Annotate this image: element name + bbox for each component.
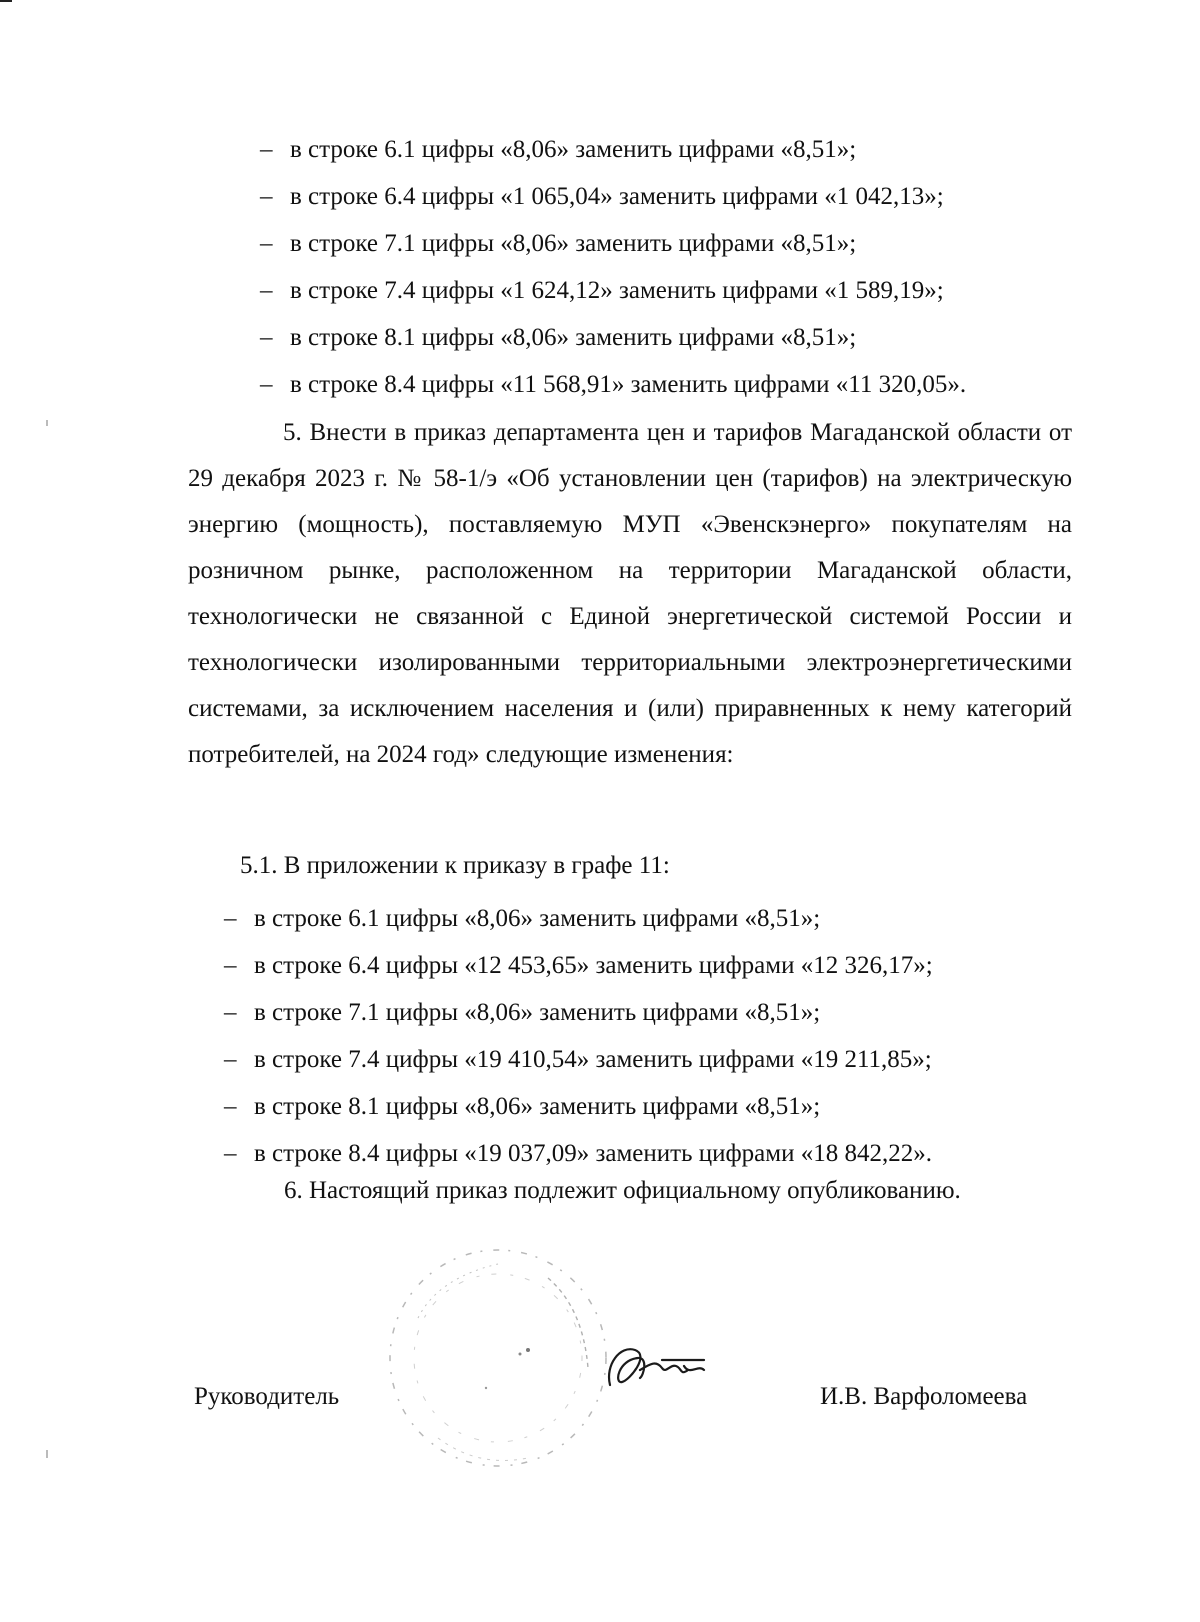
stamp-seal-icon: [378, 1238, 618, 1478]
list-item: – в строке 8.1 цифры «8,06» заменить цифрами «8,51»;: [224, 1093, 821, 1120]
list-item: – в строке 7.1 цифры «8,06» заменить цифрами «8,51»;: [224, 999, 821, 1026]
list-item: – в строке 6.1 цифры «8,06» заменить цифрами «8,51»;: [224, 905, 821, 932]
scan-edge-mark: [46, 1450, 48, 1458]
list-item: – в строке 8.4 цифры «11 568,91» заменить цифрами «11 320,05».: [260, 371, 967, 398]
signatory-name: И.В. Варфоломеева: [820, 1383, 1028, 1410]
handwritten-signature-icon: [600, 1330, 710, 1400]
list-item: – в строке 6.1 цифры «8,06» заменить цифрами «8,51»;: [260, 136, 857, 163]
signatory-title: Руководитель: [194, 1383, 340, 1410]
list-item: – в строке 7.4 цифры «1 624,12» заменить цифрами «1 589,19»;: [260, 277, 944, 304]
list-item: – в строке 7.1 цифры «8,06» заменить цифрами «8,51»;: [260, 230, 857, 257]
list-item: – в строке 7.4 цифры «19 410,54» заменить цифрами «19 211,85»;: [224, 1046, 932, 1073]
list-item: – в строке 6.4 цифры «1 065,04» заменить цифрами «1 042,13»;: [260, 183, 944, 210]
scan-edge-mark: [46, 420, 48, 426]
scan-corner-mark: [0, 0, 12, 2]
list-item: – в строке 6.4 цифры «12 453,65» заменить цифрами «12 326,17»;: [224, 952, 933, 979]
list-item: – в строке 8.4 цифры «19 037,09» заменить цифрами «18 842,22».: [224, 1140, 932, 1167]
change-list-second: [224, 895, 1084, 1177]
change-list-top: [260, 126, 1120, 408]
paragraph-5: 5. Внести в приказ департамента цен и тарифов Магаданской области от 29 декабря 2023 г. № 58-1/э «Об установлении цен (тарифов) на электрическую энергию (мощность), поставляемую МУП «Эвенскэнерго» покупателям на розничном рынке, расположенном на территории Магаданской области, технологически не связанной с Единой энергетической системой России и технологически изолированными территориальными электроэнергетическими системами, за исключением населения и (или) приравненных к нему категорий потребителей, на 2024 год» следующие изменения:: [188, 419, 1072, 768]
paragraph-6: 6. Настоящий приказ подлежит официальному опубликованию.: [284, 1177, 961, 1204]
subsection-5-1: 5.1. В приложении к приказу в графе 11:: [240, 852, 670, 879]
list-item: – в строке 8.1 цифры «8,06» заменить цифрами «8,51»;: [260, 324, 857, 351]
